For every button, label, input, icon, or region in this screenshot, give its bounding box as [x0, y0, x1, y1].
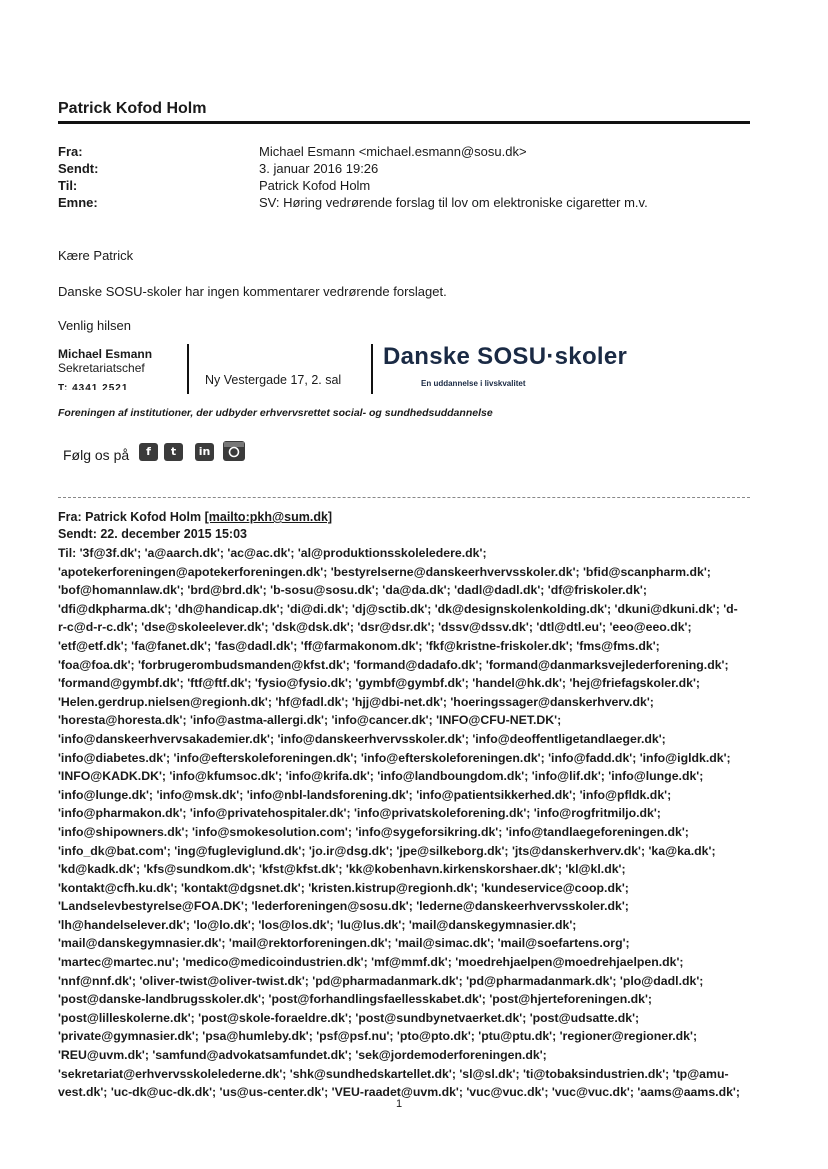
- recipients-line: 'formand@gymbf.dk'; 'ftf@ftf.dk'; 'fysio@fysio.dk'; 'gymbf@gymbf.dk'; 'handel@hk.dk'; 'hej@friefagskoler.dk';: [58, 676, 700, 691]
- brand-logo-text: Danske SOSU·skoler: [383, 343, 628, 370]
- recipients-line: Til: '3f@3f.dk'; 'a@aarch.dk'; 'ac@ac.dk'; 'al@produktionsskoleledere.dk';: [58, 546, 487, 560]
- closing: Venlig hilsen: [58, 318, 131, 333]
- sent-value: 3. januar 2016 19:26: [259, 161, 379, 176]
- recipients-line: 'kd@kadk.dk'; 'kfs@sundkom.dk'; 'kfst@kfst.dk'; 'kk@kobenhavn.kirkenskorshaer.dk'; 'kl@kl.dk';: [58, 862, 626, 877]
- recipients-line: 'post@lilleskolerne.dk'; 'post@skole-foraeldre.dk'; 'post@sundbynetvaerket.dk'; 'post@udsatte.dk';: [58, 1010, 640, 1025]
- recipients-line: 'info@lunge.dk'; 'info@msk.dk'; 'info@nbl-landsforening.dk'; 'info@patientsikkerhed.dk'; 'info@pfldk.dk';: [58, 787, 672, 802]
- to-label: Til:: [58, 178, 78, 193]
- recipients-line: 'sekretariat@erhvervsskolelederne.dk'; 'shk@sundhedskartellet.dk'; 'sl@sl.dk'; 'ti@tobaksindustrien.dk'; 'tp@amu-: [58, 1066, 729, 1081]
- recipients-line: 'info@shipowners.dk'; 'info@smokesolution.com'; 'info@sygeforsikring.dk'; 'info@tandlaegeforeningen.dk';: [58, 824, 689, 839]
- recipients-line: 'horesta@horesta.dk'; 'info@astma-allergi.dk'; 'info@cancer.dk'; 'INFO@CFU-NET.DK';: [58, 713, 562, 728]
- recipients-line: 'kontakt@cfh.ku.dk'; 'kontakt@dgsnet.dk'; 'kristen.kistrup@regionh.dk'; 'kundeservice@coop.dk';: [58, 880, 629, 895]
- recipients-line: 'Helen.gerdrup.nielsen@regionh.dk'; 'hf@fadl.dk'; 'hjj@dbi-net.dk'; 'hoeringssager@danskerhverv.dk';: [58, 694, 654, 709]
- subject-value: SV: Høring vedrørende forslag til lov om elektroniske cigaretter m.v.: [259, 195, 648, 210]
- instagram-icon[interactable]: [223, 441, 245, 461]
- signature-name: Michael Esmann: [58, 347, 153, 361]
- header-rule: [58, 121, 750, 124]
- recipients-line: 'private@gymnasier.dk'; 'psa@humleby.dk'; 'psf@psf.nu'; 'pto@pto.dk'; 'ptu@ptu.dk'; 'regioner@regioner.dk';: [58, 1029, 698, 1044]
- follow-us-label: Følg os på: [63, 447, 130, 463]
- sent-label: Sendt:: [58, 161, 99, 176]
- greeting: Kære Patrick: [58, 248, 134, 263]
- recipients-list: [58, 544, 758, 1102]
- recipients-line: 'dfi@dkpharma.dk'; 'dh@handicap.dk'; 'di@di.dk'; 'dj@sctib.dk'; 'dk@designskolenkolding.dk'; 'dkuni@dkuni.dk'; 'd-: [58, 601, 738, 616]
- brand-tagline: En uddannelse i livskvalitet: [421, 379, 526, 388]
- forwarded-from-name: Patrick Kofod Holm: [85, 510, 202, 524]
- signature-title: Sekretariatschef: [58, 361, 145, 375]
- recipients-line: 'REU@uvm.dk'; 'samfund@advokatsamfundet.dk'; 'sek@jordemoderforeningen.dk';: [58, 1048, 547, 1063]
- recipients-line: 'bof@homannlaw.dk'; 'brd@brd.dk'; 'b-sosu@sosu.dk'; 'da@da.dk'; 'dadl@dadl.dk'; 'df@friskoler.dk';: [58, 583, 647, 598]
- page-number: 1: [396, 1098, 403, 1110]
- association-line: Foreningen af institutioner, der udbyder erhvervsrettet social- og sundhedsuddannelse: [58, 407, 493, 419]
- recipients-line: 'mail@danskegymnasier.dk'; 'mail@rektorforeningen.dk'; 'mail@simac.dk'; 'mail@soefartens.org';: [58, 936, 630, 951]
- recipients-line: 'etf@etf.dk'; 'fa@fanet.dk'; 'fas@dadl.dk'; 'ff@farmakonom.dk'; 'fkf@kristne-friskoler.dk'; 'fms@fms.dk';: [58, 638, 660, 653]
- signature-phone: T: 4341 2521: [58, 383, 129, 390]
- recipients-line: 'apotekerforeningen@apotekerforeningen.dk'; 'bestyrelserne@danskeerhvervsskoler.dk'; 'bfid@scanpharm.dk';: [58, 564, 711, 579]
- recipients-line: 'info@danskeerhvervsakademier.dk'; 'info@danskeerhvervsskoler.dk'; 'info@deoffentligetandlaeger.dk';: [58, 731, 666, 746]
- forwarded-from-link[interactable]: [mailto:pkh@sum.dk]: [204, 510, 333, 524]
- twitter-icon[interactable]: t: [164, 443, 183, 461]
- to-value: Patrick Kofod Holm: [259, 178, 371, 193]
- linkedin-icon[interactable]: in: [195, 443, 214, 461]
- recipients-line: 'info@diabetes.dk'; 'info@efterskoleforeningen.dk'; 'info@efterskoleforeningen.dk'; 'info@fadd.dk'; 'info@igldk.dk';: [58, 750, 731, 765]
- recipients-line: 'nnf@nnf.dk'; 'oliver-twist@oliver-twist.dk'; 'pd@pharmadanmark.dk'; 'pd@pharmadanmark.dk'; 'plo@dadl.dk';: [58, 973, 704, 988]
- forwarded-sent: Sendt: 22. december 2015 15:03: [58, 527, 247, 541]
- author-name: Patrick Kofod Holm: [58, 100, 207, 117]
- from-value: Michael Esmann <michael.esmann@sosu.dk>: [259, 144, 527, 159]
- message: Danske SOSU-skoler har ingen kommentarer vedrørende forslaget.: [58, 284, 447, 299]
- signature-divider: [187, 344, 189, 394]
- forwarded-from-label: Fra:: [58, 510, 82, 524]
- recipients-line: 'info_dk@bat.com'; 'ing@fugleviglund.dk'; 'jo.ir@dsg.dk'; 'jpe@silkeborg.dk'; 'jts@danskerhverv.dk'; 'ka@ka.dk';: [58, 843, 716, 858]
- forward-separator: [58, 497, 750, 498]
- recipients-line: 'INFO@KADK.DK'; 'info@kfumsoc.dk'; 'info@krifa.dk'; 'info@landboungdom.dk'; 'info@lif.dk'; 'info@lunge.dk';: [58, 769, 704, 784]
- recipients-line: 'martec@martec.nu'; 'medico@medicoindustrien.dk'; 'mf@mmf.dk'; 'moedrehjaelpen@moedrehjaelpen.dk';: [58, 955, 684, 970]
- brand-divider: [371, 344, 373, 394]
- recipients-line: vest.dk'; 'uc-dk@uc-dk.dk'; 'us@us-center.dk'; 'VEU-raadet@uvm.dk'; 'vuc@vuc.dk'; 'vuc@vuc.dk'; 'aams@aams.dk';: [58, 1085, 740, 1100]
- recipients-line: 'foa@foa.dk'; 'forbrugerombudsmanden@kfst.dk'; 'formand@dadafo.dk'; 'formand@danmarksvejlederforening.dk';: [58, 657, 729, 672]
- forwarded-from: [58, 510, 332, 524]
- recipients-line: 'lh@handelselever.dk'; 'lo@lo.dk'; 'los@los.dk'; 'lu@lus.dk'; 'mail@danskegymnasier.dk';: [58, 917, 577, 932]
- recipients-line: 'Landselevbestyrelse@FOA.DK'; 'lederforeningen@sosu.dk'; 'lederne@danskeerhvervsskoler.dk';: [58, 899, 629, 914]
- facebook-icon[interactable]: f: [139, 443, 158, 461]
- recipients-line: r-c@d-r-c.dk'; 'dse@skoleelever.dk'; 'dsk@dsk.dk'; 'dsr@dsr.dk'; 'dssv@dssv.dk'; 'dtl@dtl.eu'; 'eeo@eeo.dk';: [58, 620, 692, 635]
- recipients-line: 'post@danske-landbrugsskoler.dk'; 'post@forhandlingsfaellesskabet.dk'; 'post@hjerteforeningen.dk';: [58, 992, 652, 1007]
- subject-label: Emne:: [58, 195, 98, 210]
- signature-address: Ny Vestergade 17, 2. sal: [205, 373, 342, 387]
- from-label: Fra:: [58, 144, 83, 159]
- recipients-line: 'info@pharmakon.dk'; 'info@privatehospitaler.dk'; 'info@privatskoleforening.dk'; 'info@rogfritmiljo.dk';: [58, 806, 661, 821]
